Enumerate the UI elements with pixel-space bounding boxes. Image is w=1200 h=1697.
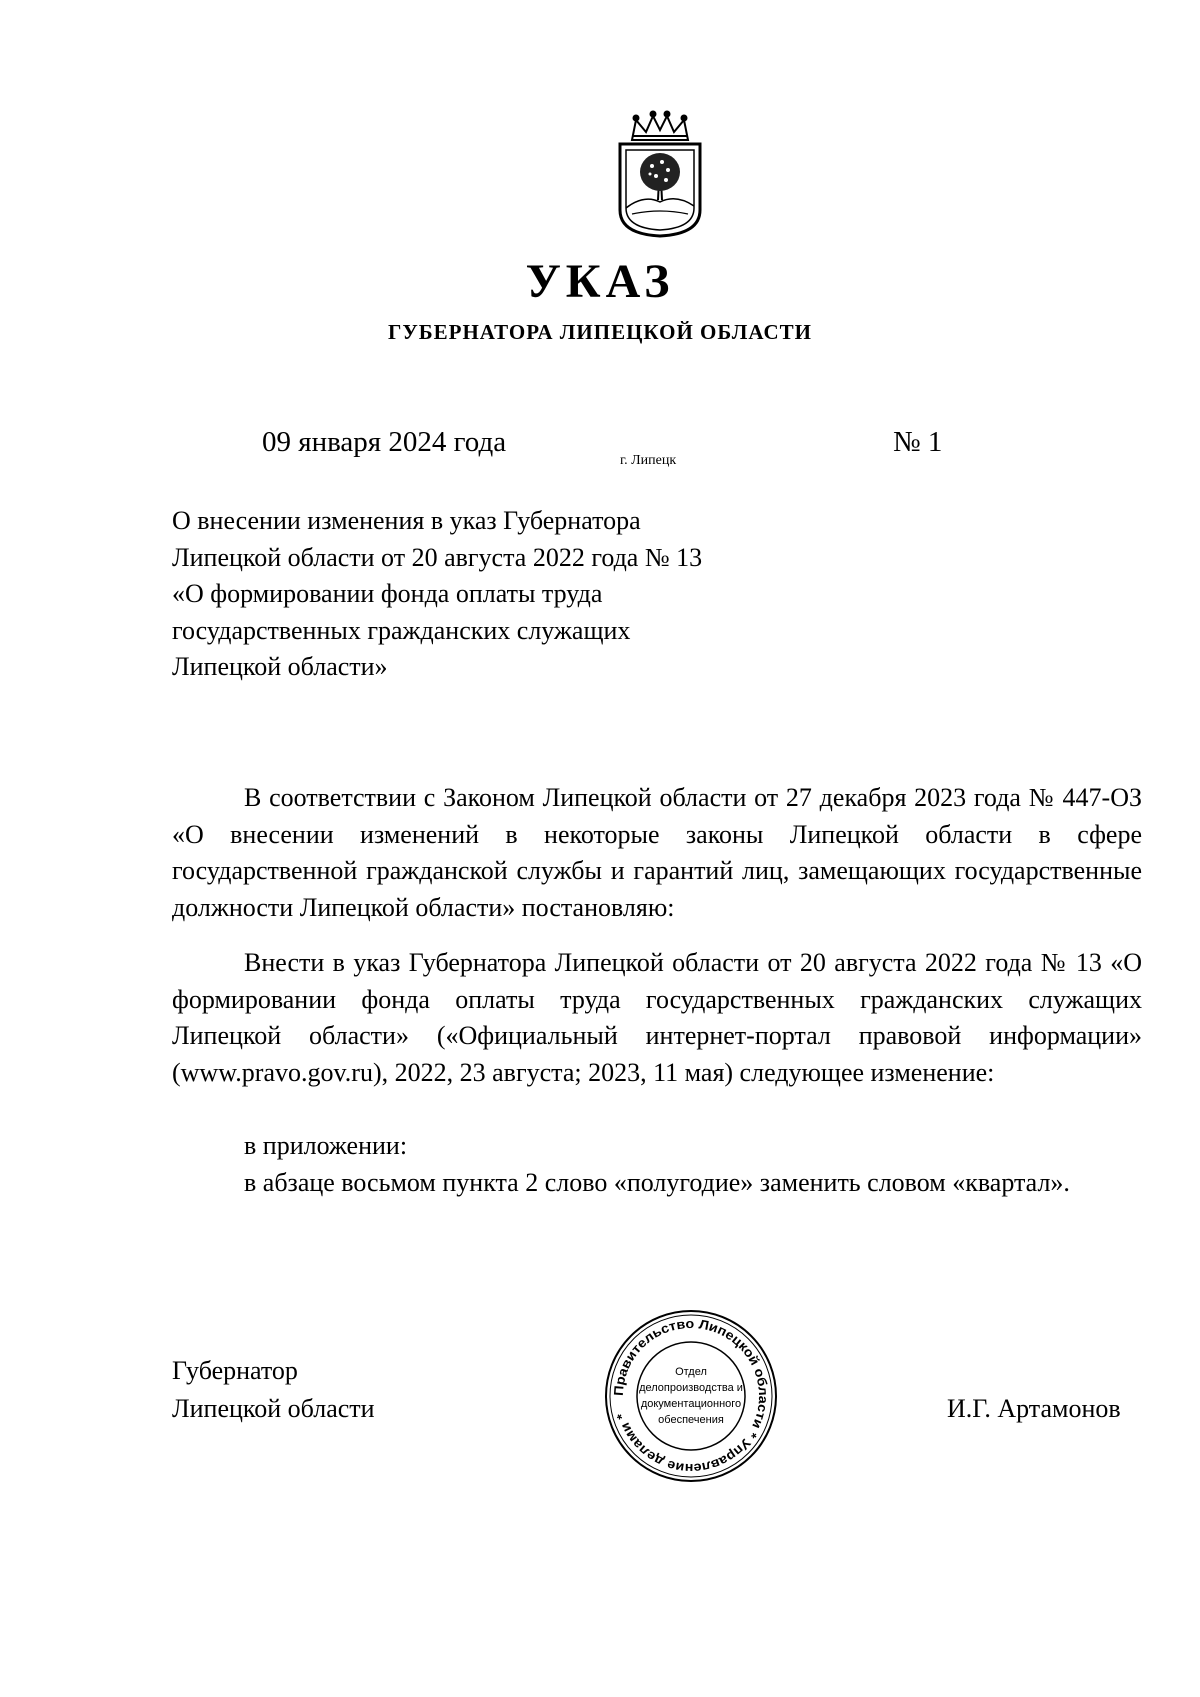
heading-line: Липецкой области» <box>172 652 388 681</box>
heading-line: Липецкой области от 20 августа 2022 года № 13 <box>172 542 703 572</box>
document-subtitle: ГУБЕРНАТОРА ЛИПЕЦКОЙ ОБЛАСТИ <box>387 320 813 344</box>
stamp-inner-line: обеспечения <box>658 1414 724 1426</box>
body-paragraph-amendment: Внести в указ Губернатора Липецкой области от 20 августа 2022 года № 13 «О формировании фонда оплаты труда государственных гражданских служащих Липецкой области» («Официальный интернет-портал правовой информации» (www.pravo.gov.ru), 2022, 23 августа; 2023, 11 мая) следующее изменение: <box>172 948 1142 1087</box>
stamp-inner-line: Отдел <box>675 1366 707 1378</box>
coat-of-arms-icon <box>610 110 710 240</box>
signatory-position <box>172 1352 375 1428</box>
heading-line: О внесении изменения в указ Губернатора <box>172 506 641 535</box>
body-paragraph-appendix: в приложении: <box>244 1131 408 1160</box>
body-paragraph-preamble: В соответствии с Законом Липецкой области от 27 декабря 2023 года № 447-ОЗ «О внесении изменений в некоторые законы Липецкой области в сфере государственной гражданской службы и гарантий лиц, замещающих государственные должности Липецкой области» постановляю: <box>172 783 1142 922</box>
signatory-position-line: Губернатор <box>172 1356 298 1385</box>
heading-line: «О формировании фонда оплаты труда <box>172 579 603 608</box>
document-date: 09 января 2024 года <box>262 426 507 458</box>
document-city: г. Липецк <box>620 453 677 468</box>
document-title: УКАЗ <box>525 255 675 308</box>
signatory-name: И.Г. Артамонов <box>947 1394 1121 1423</box>
document-heading <box>172 503 872 686</box>
document-number: № 1 <box>893 426 943 458</box>
official-stamp-icon <box>603 1308 779 1484</box>
stamp-inner-line: делопроизводства и <box>639 1382 743 1394</box>
stamp-outer-text: Правительство Липецкой области * Управление делами * <box>610 1315 772 1477</box>
heading-line: государственных гражданских служащих <box>172 615 631 645</box>
body-paragraph-change: в абзаце восьмом пункта 2 слово «полугодие» заменить словом «квартал». <box>244 1168 1070 1197</box>
stamp-inner-line: документационного <box>640 1398 742 1410</box>
signatory-position-line: Липецкой области <box>172 1394 375 1423</box>
svg-text:Правительство Липецкой области <box>611 1316 771 1476</box>
